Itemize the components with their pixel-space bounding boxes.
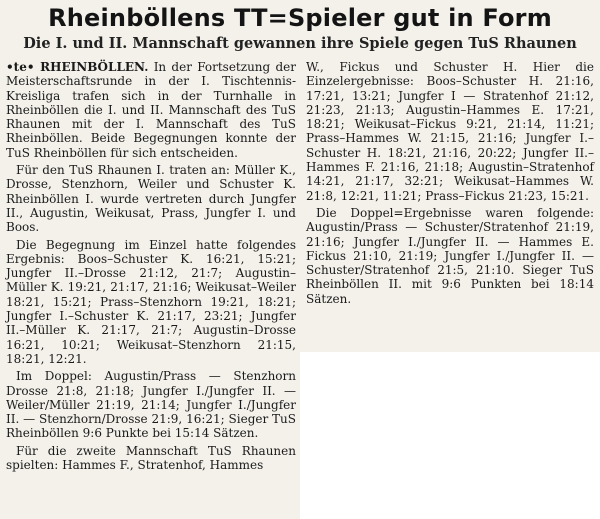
subheadline: Die I. und II. Mannschaft gewannen ihre Spiele gegen TuS Rhaunen — [23, 35, 577, 52]
article-column-right — [306, 60, 594, 309]
headline: Rheinböllens TT=Spieler gut in Form — [48, 4, 552, 32]
article-paragraph: Die Begegnung im Einzel hatte folgendes Ergebnis: Boos–Schuster K. 16:21, 15:21; Jungfer II.–Drosse 21:12, 21:7; Augustin–Müller K. 19:21, 21:17, 21:16; Weikusat–Weiler 18:21, 15:21; Prass–Stenzhorn 19:21, 18:21; Jungfer I.–Schuster K. 21:17, 23:21; Jungfer II.–Müller K. 21:17, 21:7; Augustin–Drosse 16:21, 10:21; Weikusat–Stenzhorn 21:15, 18:21, 12:21. — [6, 237, 296, 366]
article-column-left — [6, 60, 296, 475]
blank-area — [300, 352, 600, 519]
article-paragraph: Für den TuS Rhaunen I. traten an: Müller K., Drosse, Stenzhorn, Weiler und Schuster K. Rheinböllen I. wurde vertreten durch Jungfer II., Augustin, Weikusat, Prass, Jungfer I. und Boos. — [6, 163, 296, 235]
intro-text: In der Fortsetzung der Meisterschaftsrunde in der I. Tischtennis-Kreisliga trafen sich in der Turnhalle in Rheinböllen die I. und II. Mannschaft des TuS Rhaunen mit der I. Mannschaft des TuS Rheinböllen. Beide Begegnungen konnte der TuS Rheinböllen für sich entscheiden. — [6, 60, 296, 160]
article-paragraph: Für die zweite Mannschaft TuS Rhaunen spielten: Hammes F., Stratenhof, Hammes — [6, 443, 296, 473]
dateline: •te• RHEINBÖLLEN. — [6, 60, 149, 74]
article-paragraph: Im Doppel: Augustin/Prass — Stenzhorn Drosse 21:8, 21:18; Jungfer I./Jungfer II. — Weiler/Müller 21:19, 21:14; Jungfer I./Jungfer II. — Stenzhorn/Drosse 21:9, 16:21; Sieger TuS Rheinböllen 9:6 Punkte bei 15:14 Sätzen. — [6, 369, 296, 441]
article-paragraph: W., Fickus und Schuster H. Hier die Einzelergebnisse: Boos–Schuster H. 21:16, 17:21, 13:21; Jungfer I — Stratenhof 21:12, 21:23, 21:13; Augustin–Hammes E. 17:21, 18:21; Weikusat–Fickus 9:21, 21:14, 11:21; Prass–Hammes W. 21:15, 21:16; Jungfer I.–Schuster H. 18:21, 21:16, 20:22; Jungfer II.–Hammes F. 21:16, 21:18; Augustin–Stratenhof 14:21, 21:17, 32:21; Weikusat–Hammes W. 21:8, 12:21, 11:21; Prass–Fickus 21:23, 15:21. — [306, 60, 594, 203]
intro-paragraph — [6, 60, 296, 160]
article-paragraph: Die Doppel=Ergebnisse waren folgende: Augustin/Prass — Schuster/Stratenhof 21:19, 21:16; Jungfer I./Jungfer II. — Hammes E. Fickus 21:10, 21:19; Jungfer I./Jungfer II. — Schuster/Stratenhof 21:5, 21:10. Sieger TuS Rheinböllen II. mit 9:6 Punkten bei 18:14 Sätzen. — [306, 205, 594, 306]
